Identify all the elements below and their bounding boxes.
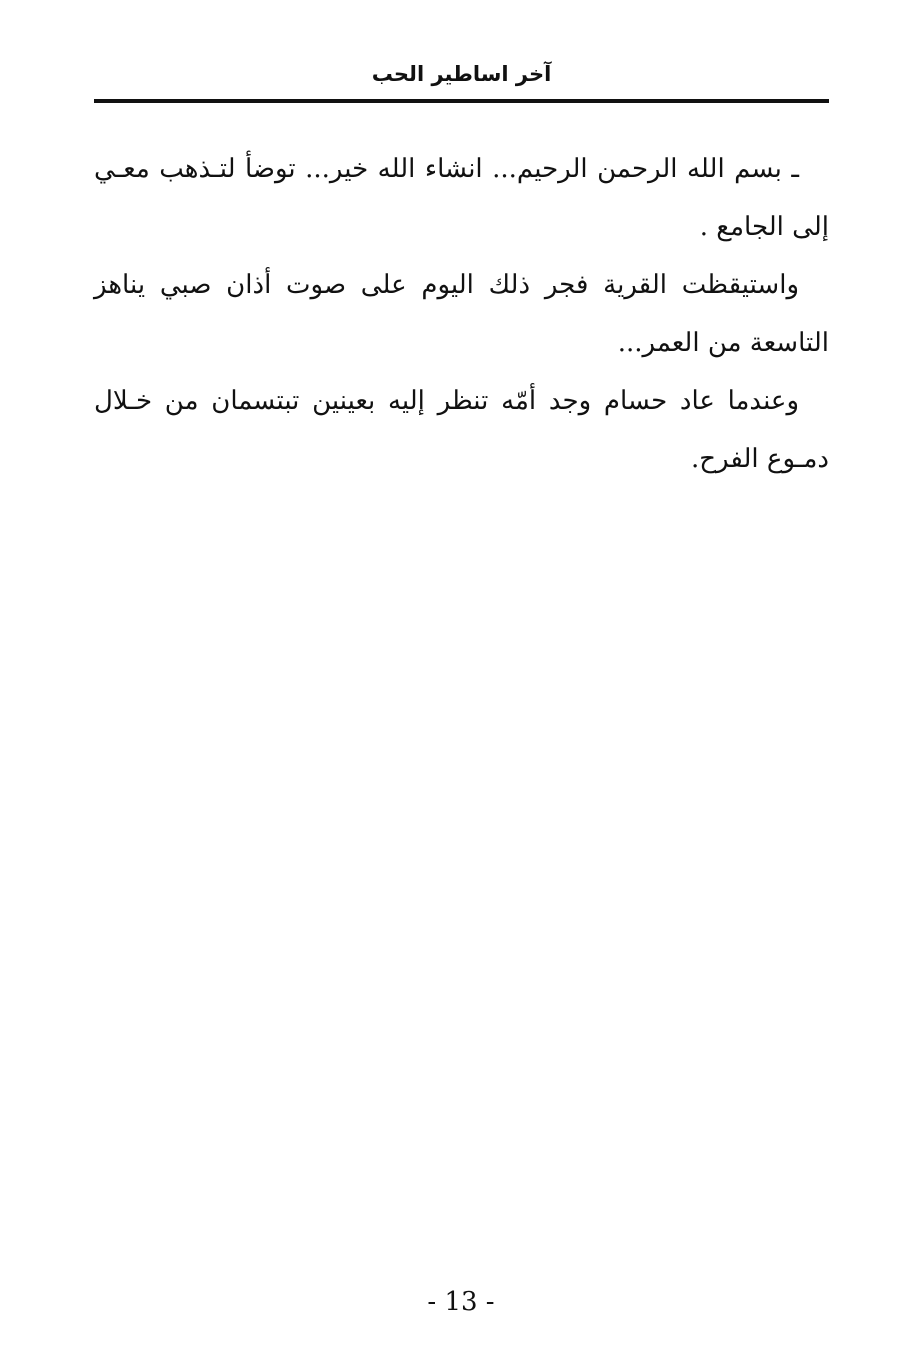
running-head-title: آخر اساطير الحب (371, 62, 552, 86)
body-text (94, 140, 829, 488)
paragraph: وعندما عاد حسام وجد أمّه تنظر إليه بعينين تبتسمان من خـلال دمـوع الفرح. (94, 386, 829, 474)
header-rule (94, 99, 829, 103)
page-number: - 13 - (427, 1287, 495, 1317)
paragraph: واستيقظت القرية فجر ذلك اليوم على صوت أذان صبي يناهز التاسعة من العمر... (94, 270, 829, 358)
paragraph: ـ بسم الله الرحمن الرحيم... انشاء الله خير... توضأ لتـذهب معـي إلى الجامع . (94, 154, 829, 242)
